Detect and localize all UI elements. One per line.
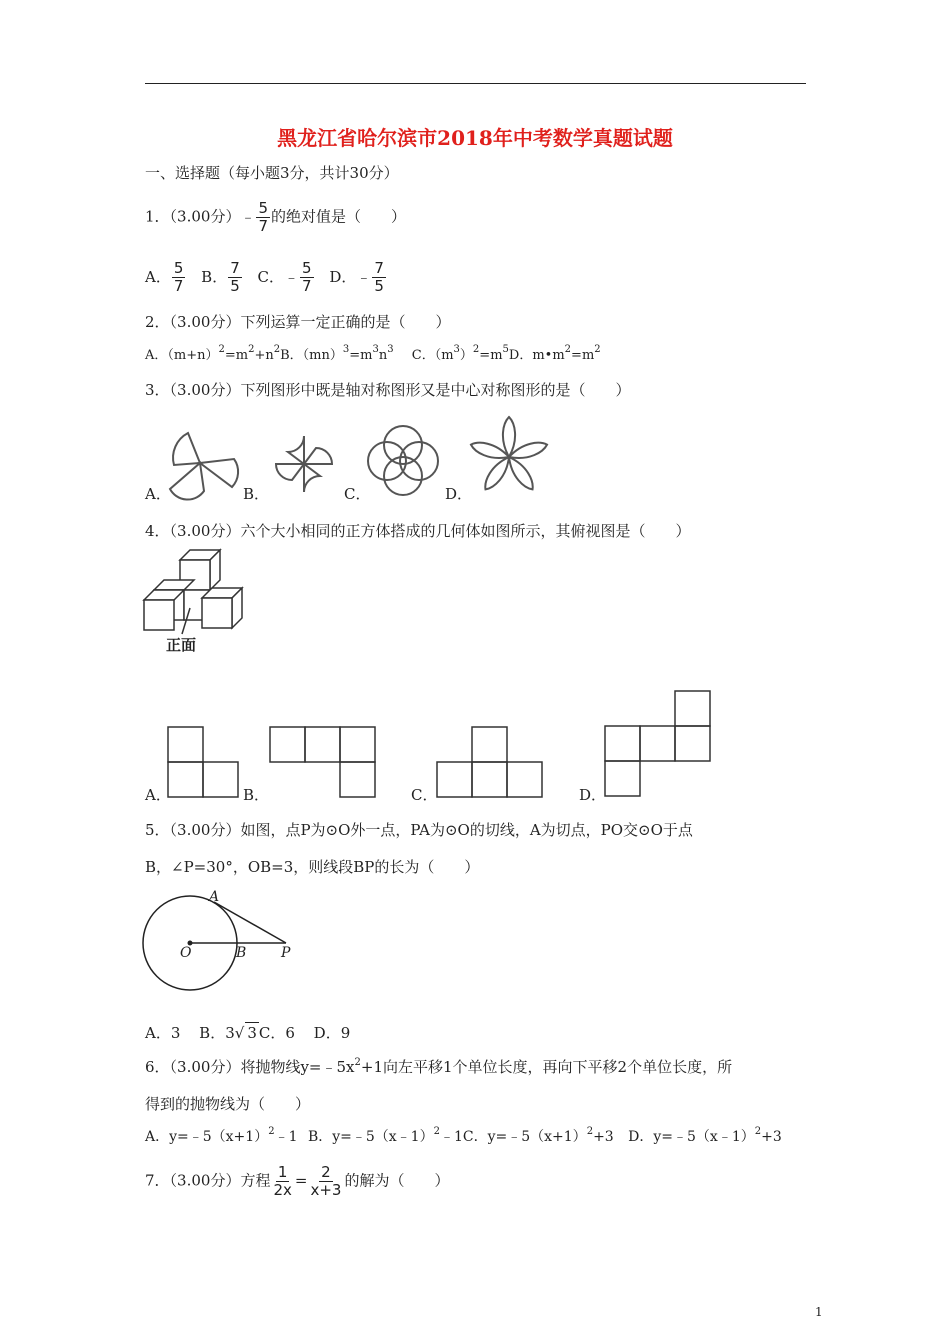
option-b: B． $\frac{7}{5}$ <box>201 259 240 295</box>
option-c: C．$(m^3)^2=m^5$ <box>411 344 509 363</box>
option-d: D．﹣ $\frac{7}{5}$ <box>329 259 384 295</box>
option-b: B．3√ 3 <box>199 1024 257 1042</box>
fraction: $\frac{1}{2x}$ <box>273 1163 292 1199</box>
q4-label-b: B． <box>243 786 270 804</box>
question-4: 4．（3.00分）六个大小相同的正方体搭成的几何体如图所示，其俯视图是（ ） <box>145 522 691 540</box>
question-5-line2: B，∠P=30°，OB=3，则线段BP的长为（ ） <box>145 858 480 876</box>
option-c: C．﹣ $\frac{5}{7}$ <box>257 259 312 295</box>
front-label: 正面 <box>166 636 197 654</box>
q4-option-c-grid <box>436 726 546 798</box>
option-a: A．3 <box>145 1024 181 1042</box>
question-3: 3．（3.00分）下列图形中既是轴对称图形又是中心对称图形的是（ ） <box>145 381 631 399</box>
q4-label-a: A． <box>145 786 171 804</box>
option-d: D．9 <box>313 1024 351 1042</box>
question-2-options <box>145 346 601 366</box>
option-b: B．$(mn)^3=m^3n^3$ <box>280 344 394 363</box>
q4-label-d: D． <box>579 786 607 804</box>
figure-3c-circles <box>365 425 443 497</box>
option-d: D．$m•m^2=m^2$ <box>508 344 601 363</box>
fraction: $\frac{2}{x+3}$ <box>310 1163 342 1199</box>
question-1: 1．（3.00分）﹣ $\frac{5}{7}$ 的绝对值是（ ） <box>145 199 407 235</box>
figure-3d-flower <box>468 415 550 497</box>
section-heading: 一、选择题（每小题3分，共计30分） <box>145 164 399 182</box>
question-6-line1: 6．（3.00分）将抛物线$y=﹣5x^2+1$向左平移1个单位长度，再向下平移2个单位长度，所 <box>145 1057 733 1076</box>
q3-label-d: D． <box>445 485 473 503</box>
page-number: 1 <box>815 1305 823 1319</box>
q4-option-d-grid <box>604 690 714 798</box>
option-a: A． $\frac{5}{7}$ <box>145 259 184 295</box>
question-7: 7．（3.00分）方程 $\frac{1}{2x}$ = $\frac{2}{x+3}$ 的解为（ ） <box>145 1163 450 1199</box>
q4-label-c: C． <box>411 786 438 804</box>
page-title: 黑龙江省哈尔滨市2018年中考数学真题试题 <box>277 126 673 150</box>
option-b: B．y=﹣5（x﹣1）$^2$﹣1 <box>307 1126 463 1145</box>
q3-label-c: C． <box>344 485 371 503</box>
q4-option-a-grid <box>167 726 243 798</box>
fraction: $\frac{5}{7}$ <box>258 199 269 235</box>
point-a-label: A <box>209 889 220 905</box>
q3-label-b: B． <box>243 485 270 503</box>
option-c: C．6 <box>258 1024 295 1042</box>
figure-3a-pinwheel <box>160 425 250 500</box>
option-a: A．$(m+n)^2=m^2+n^2$ <box>145 344 281 363</box>
point-p-label: P <box>281 945 291 961</box>
header-rule <box>145 83 806 84</box>
figure-3b-windmill <box>268 428 340 500</box>
point-b-label: B <box>236 945 247 961</box>
point-o-label: O <box>180 945 192 961</box>
figure-4-cubes <box>142 548 257 633</box>
question-2: 2．（3.00分）下列运算一定正确的是（ ） <box>145 313 451 331</box>
option-c: C．$y=﹣5(x+1)^2+3$ <box>462 1126 614 1145</box>
question-1-options <box>145 260 387 295</box>
figure-5-circle-tangent <box>140 888 305 996</box>
question-6-options <box>145 1127 782 1147</box>
option-a: A．$y=﹣5(x+1)^2﹣1$ <box>145 1126 298 1145</box>
question-5-options <box>145 1022 350 1043</box>
q3-label-a: A． <box>145 485 171 503</box>
question-6-line2: 得到的抛物线为（ ） <box>145 1095 311 1113</box>
question-5-line1: 5．（3.00分）如图，点P为⊙O外一点，PA为⊙O的切线，A为切点，PO交⊙O于点 <box>145 821 693 839</box>
option-d: D．y=﹣5（x﹣1）$^2$+3 <box>628 1126 782 1145</box>
q4-option-b-grid <box>269 726 379 798</box>
